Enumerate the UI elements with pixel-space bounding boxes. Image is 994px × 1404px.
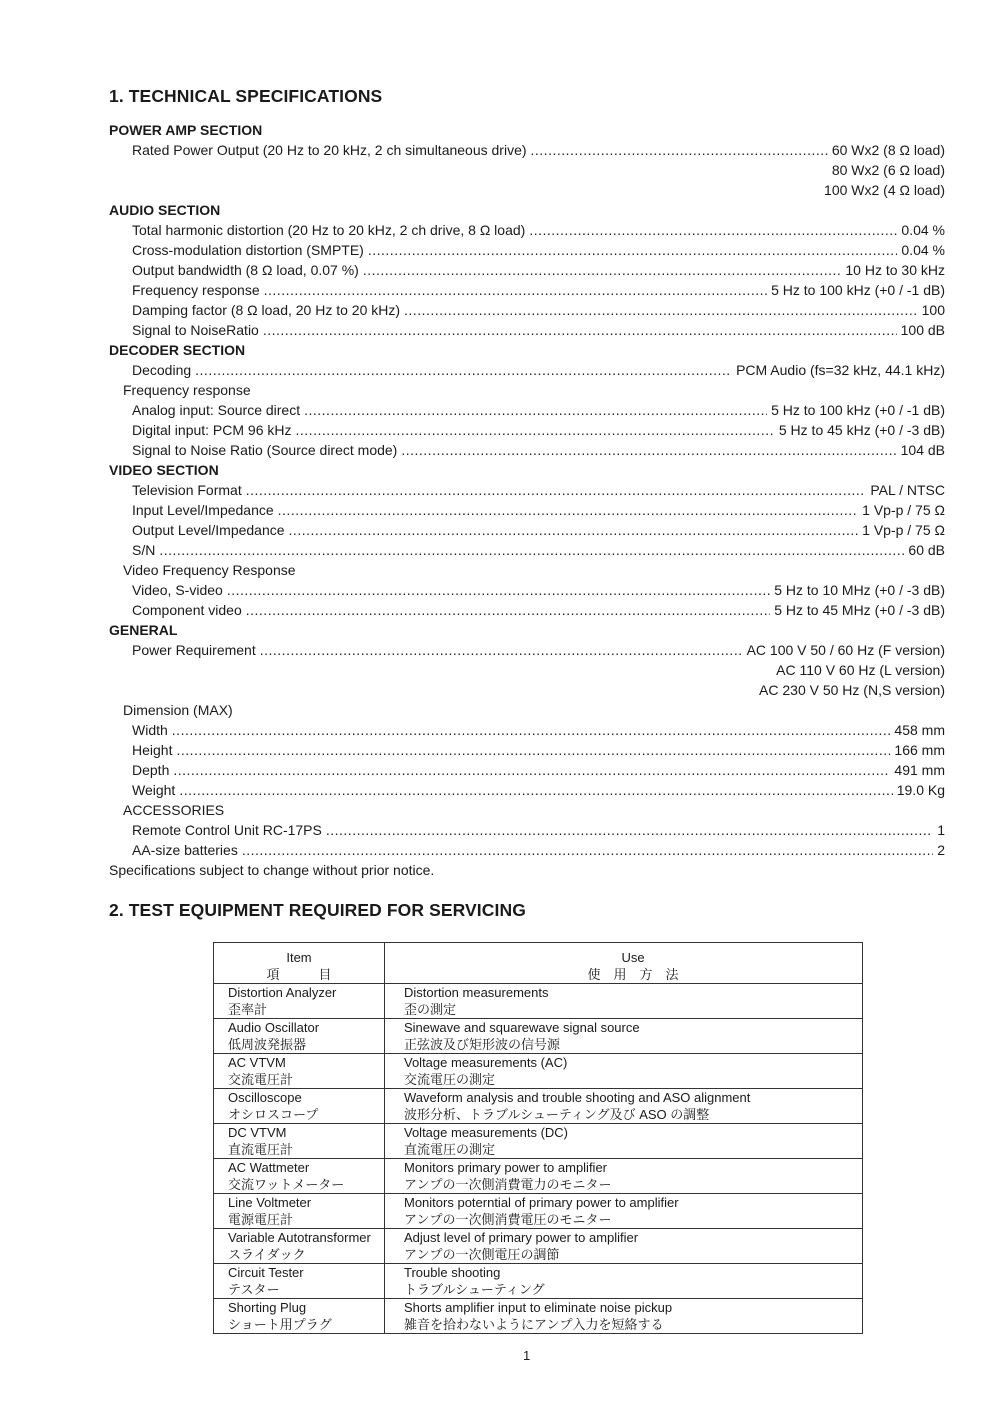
spec-value: 5 Hz to 45 kHz (+0 / -3 dB) <box>778 422 945 438</box>
video-heading: VIDEO SECTION <box>109 462 219 478</box>
spec-row <box>109 480 945 500</box>
spec-row <box>109 320 945 340</box>
use-jp: トラブルシューティング <box>404 1282 545 1297</box>
item-cell <box>214 1054 385 1089</box>
spec-row <box>109 280 945 300</box>
spec-label: Power Requirement <box>132 642 256 658</box>
spec-row <box>109 260 945 280</box>
spec-value: 104 dB <box>900 442 945 458</box>
spec-label: S/N <box>132 542 156 558</box>
item-cell <box>214 1159 385 1194</box>
table-row <box>214 1299 863 1334</box>
item-jp: オシロスコープ <box>228 1107 319 1122</box>
spec-value: 60 Wx2 (8 Ω load) <box>831 142 945 158</box>
item-cell <box>214 1019 385 1054</box>
section-1-title: 1. TECHNICAL SPECIFICATIONS <box>109 86 383 106</box>
section-2-title: 2. TEST EQUIPMENT REQUIRED FOR SERVICING <box>109 900 526 920</box>
header-use-jp: 使 用 方 法 <box>587 967 679 982</box>
use-en: Shorts amplifier input to eliminate noise pickup <box>404 1300 673 1315</box>
spec-row <box>109 780 945 800</box>
table-row <box>214 1124 863 1159</box>
item-jp: 交流電圧計 <box>228 1072 294 1087</box>
spec-value: 166 mm <box>894 742 945 758</box>
spec-value-cont: AC 230 V 50 Hz (N,S version) <box>759 682 945 698</box>
spec-subheading: ACCESSORIES <box>123 802 225 818</box>
item-en: AC Wattmeter <box>228 1160 310 1175</box>
spec-value: 1 Vp-p / 75 Ω <box>862 502 945 518</box>
spec-value: 2 <box>937 842 945 858</box>
use-cell <box>385 1124 863 1159</box>
spec-label: Frequency response <box>132 282 260 298</box>
item-en: DC VTVM <box>228 1125 287 1140</box>
header-item <box>214 943 385 984</box>
spec-row <box>109 220 945 240</box>
spec-label: Weight <box>132 782 176 798</box>
spec-row <box>109 360 945 380</box>
use-jp: 直流電圧の測定 <box>404 1142 496 1157</box>
spec-value-cont: 100 Wx2 (4 Ω load) <box>824 182 945 198</box>
use-cell <box>385 1054 863 1089</box>
use-en: Waveform analysis and trouble shooting and ASO alignment <box>404 1090 751 1105</box>
spec-value: 0.04 % <box>901 222 945 238</box>
item-jp: テスター <box>228 1282 280 1297</box>
use-cell <box>385 1019 863 1054</box>
table-row <box>214 984 863 1019</box>
item-en: Shorting Plug <box>228 1300 307 1315</box>
spec-label: Signal to NoiseRatio <box>132 322 259 338</box>
use-jp: 正弦波及び矩形波の信号源 <box>404 1037 561 1052</box>
spec-row <box>109 820 945 840</box>
use-cell <box>385 1089 863 1124</box>
use-cell <box>385 1264 863 1299</box>
spec-row <box>109 500 945 520</box>
table-row <box>214 1019 863 1054</box>
item-en: Distortion Analyzer <box>228 985 337 1000</box>
page-number: 1 <box>523 1348 531 1363</box>
spec-value: 100 <box>921 302 945 318</box>
table-header-row <box>214 943 863 984</box>
spec-label: Width <box>132 722 168 738</box>
item-cell <box>214 1124 385 1159</box>
use-en: Trouble shooting <box>404 1265 501 1280</box>
use-cell <box>385 1229 863 1264</box>
item-cell <box>214 984 385 1019</box>
item-en: AC VTVM <box>228 1055 286 1070</box>
header-use <box>385 943 863 984</box>
power-amp-heading: POWER AMP SECTION <box>109 122 263 138</box>
spec-label: Television Format <box>132 482 242 498</box>
item-en: Audio Oscillator <box>228 1020 320 1035</box>
item-jp: 歪率計 <box>228 1002 268 1017</box>
item-cell <box>214 1299 385 1334</box>
spec-row <box>109 760 945 780</box>
spec-row <box>109 300 945 320</box>
decoder-heading: DECODER SECTION <box>109 342 246 358</box>
spec-value: 10 Hz to 30 kHz <box>845 262 945 278</box>
spec-row <box>109 580 945 600</box>
use-jp: 交流電圧の測定 <box>404 1072 496 1087</box>
spec-row <box>109 740 945 760</box>
spec-label: Remote Control Unit RC-17PS <box>132 822 322 838</box>
spec-label: Input Level/Impedance <box>132 502 274 518</box>
use-jp: アンプの一次側消費電圧のモニター <box>404 1212 612 1227</box>
spec-value-cont: AC 110 V 60 Hz (L version) <box>776 662 945 678</box>
table-row <box>214 1054 863 1089</box>
spec-row <box>109 840 945 860</box>
use-cell <box>385 1299 863 1334</box>
item-en: Line Voltmeter <box>228 1195 312 1210</box>
use-en: Sinewave and squarewave signal source <box>404 1020 640 1035</box>
spec-value: 19.0 Kg <box>896 782 945 798</box>
spec-row <box>109 240 945 260</box>
spec-row <box>109 400 945 420</box>
audio-heading: AUDIO SECTION <box>109 202 221 218</box>
general-heading: GENERAL <box>109 622 178 638</box>
table-row <box>214 1159 863 1194</box>
item-en: Variable Autotransformer <box>228 1230 371 1245</box>
spec-label: Total harmonic distortion (20 Hz to 20 kHz, 2 ch drive, 8 Ω load) <box>132 222 526 238</box>
use-en: Voltage measurements (DC) <box>404 1125 569 1140</box>
use-en: Distortion measurements <box>404 985 549 1000</box>
spec-label: Decoding <box>132 362 192 378</box>
spec-label: Rated Power Output (20 Hz to 20 kHz, 2 ch simultaneous drive) <box>132 142 527 158</box>
spec-label: Output bandwidth (8 Ω load, 0.07 %) <box>132 262 359 278</box>
spec-value: 60 dB <box>908 542 945 558</box>
spec-subheading: Dimension (MAX) <box>123 702 233 718</box>
header-item-en: Item <box>286 950 312 965</box>
spec-row <box>109 440 945 460</box>
spec-value: 5 Hz to 100 kHz (+0 / -1 dB) <box>771 282 945 298</box>
spec-value: PCM Audio (fs=32 kHz, 44.1 kHz) <box>736 362 945 378</box>
use-jp: 歪の測定 <box>404 1002 457 1017</box>
spec-label: Height <box>132 742 173 758</box>
item-cell <box>214 1089 385 1124</box>
item-jp: 電源電圧計 <box>228 1212 294 1227</box>
use-jp: アンプの一次側消費電力のモニター <box>404 1177 612 1192</box>
table-row <box>214 1264 863 1299</box>
spec-label: Analog input: Source direct <box>132 402 301 418</box>
spec-list <box>109 120 945 880</box>
spec-value: 5 Hz to 45 MHz (+0 / -3 dB) <box>774 602 945 618</box>
use-cell <box>385 1159 863 1194</box>
use-en: Monitors poterntial of primary power to amplifier <box>404 1195 679 1210</box>
use-jp: 波形分析、トラブルシューティング及び ASO の調整 <box>404 1107 710 1122</box>
item-jp: 低周波発振器 <box>228 1037 307 1052</box>
item-cell <box>214 1194 385 1229</box>
spec-value: 5 Hz to 100 kHz (+0 / -1 dB) <box>771 402 945 418</box>
spec-value: 1 <box>937 822 945 838</box>
table-row <box>214 1229 863 1264</box>
spec-row <box>109 520 945 540</box>
use-en: Adjust level of primary power to amplifier <box>404 1230 639 1245</box>
spec-value: 458 mm <box>894 722 945 738</box>
spec-value: 1 Vp-p / 75 Ω <box>862 522 945 538</box>
table-row <box>214 1089 863 1124</box>
spec-row <box>109 540 945 560</box>
spec-value: AC 100 V 50 / 60 Hz (F version) <box>746 642 945 658</box>
spec-row <box>109 720 945 740</box>
item-jp: スライダック <box>228 1247 306 1262</box>
use-cell <box>385 984 863 1019</box>
spec-label: AA-size batteries <box>132 842 238 858</box>
spec-row <box>109 640 945 660</box>
item-en: Oscilloscope <box>228 1090 302 1105</box>
item-en: Circuit Tester <box>228 1265 304 1280</box>
spec-value: PAL / NTSC <box>870 482 945 498</box>
spec-row <box>109 600 945 620</box>
spec-label: Cross-modulation distortion (SMPTE) <box>132 242 364 258</box>
spec-label: Depth <box>132 762 170 778</box>
spec-subheading: Frequency response <box>123 382 251 398</box>
test-equipment-table <box>213 942 863 1334</box>
table-row <box>214 1194 863 1229</box>
item-jp: ショート用プラグ <box>228 1317 332 1332</box>
spec-label: Signal to Noise Ratio (Source direct mode) <box>132 442 398 458</box>
spec-value: 100 dB <box>900 322 945 338</box>
use-cell <box>385 1194 863 1229</box>
spec-label: Component video <box>132 602 242 618</box>
item-cell <box>214 1229 385 1264</box>
spec-value: 0.04 % <box>901 242 945 258</box>
spec-label: Output Level/Impedance <box>132 522 285 538</box>
use-en: Monitors primary power to amplifier <box>404 1160 608 1175</box>
item-jp: 交流ワットメーター <box>228 1177 345 1192</box>
header-item-jp: 項 目 <box>266 967 332 982</box>
spec-value-cont: 80 Wx2 (6 Ω load) <box>831 162 945 178</box>
spec-row <box>109 420 945 440</box>
spec-subheading: Video Frequency Response <box>123 562 296 578</box>
spec-label: Damping factor (8 Ω load, 20 Hz to 20 kHz) <box>132 302 401 318</box>
spec-note: Specifications subject to change without prior notice. <box>109 862 435 878</box>
item-cell <box>214 1264 385 1299</box>
spec-row <box>109 140 945 160</box>
spec-label: Digital input: PCM 96 kHz <box>132 422 292 438</box>
spec-value: 5 Hz to 10 MHz (+0 / -3 dB) <box>774 582 945 598</box>
item-jp: 直流電圧計 <box>228 1142 294 1157</box>
use-jp: 雑音を拾わないようにアンプ入力を短絡する <box>404 1317 664 1332</box>
header-use-en: Use <box>621 950 645 965</box>
use-en: Voltage measurements (AC) <box>404 1055 568 1070</box>
spec-label: Video, S-video <box>132 582 223 598</box>
use-jp: アンプの一次側電圧の調節 <box>404 1247 560 1262</box>
spec-value: 491 mm <box>894 762 945 778</box>
